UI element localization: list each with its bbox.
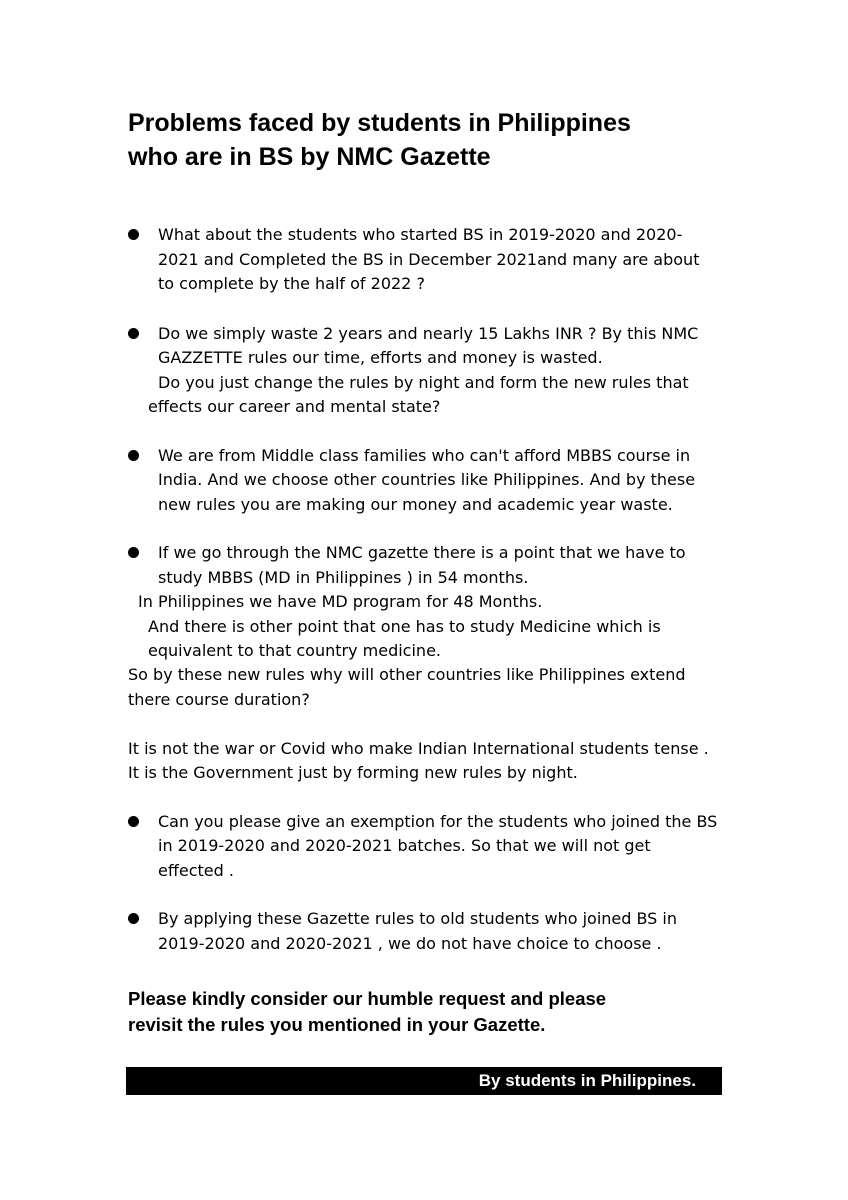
closing-line-2: revisit the rules you mentioned in your Gazette. bbox=[128, 1014, 546, 1035]
signature-text: By students in Philippines. bbox=[478, 1071, 696, 1090]
point-5-line-3: effected . bbox=[158, 861, 234, 880]
title-line-2: who are in BS by NMC Gazette bbox=[128, 143, 491, 171]
point-5-line-1: Can you please give an exemption for the students who joined the BS bbox=[158, 812, 718, 831]
point-4-line-3: In Philippines we have MD program for 48 Months. bbox=[138, 592, 543, 611]
point-1-line-1: What about the students who started BS in 2019-2020 and 2020- bbox=[158, 225, 683, 244]
point-4-line-1: If we go through the NMC gazette there is a point that we have to bbox=[158, 543, 686, 562]
point-4-line-4: And there is other point that one has to study Medicine which is bbox=[148, 617, 661, 636]
point-5-line-2: in 2019-2020 and 2020-2021 batches. So that we will not get bbox=[158, 836, 651, 855]
bullet-point-4 bbox=[128, 547, 139, 558]
point-2-line-1: Do we simply waste 2 years and nearly 15 Lakhs INR ? By this NMC bbox=[158, 324, 699, 343]
closing-line-1: Please kindly consider our humble request and please bbox=[128, 988, 607, 1009]
bullet-point-2 bbox=[128, 328, 139, 339]
point-6-line-2: 2019-2020 and 2020-2021 , we do not have choice to choose . bbox=[158, 934, 662, 953]
point-3-line-1: We are from Middle class families who can't afford MBBS course in bbox=[158, 446, 691, 465]
point-4-line-6: So by these new rules why will other countries like Philippines extend bbox=[128, 665, 686, 684]
point-1-line-3: to complete by the half of 2022 ? bbox=[158, 274, 425, 293]
point-1-line-2: 2021 and Completed the BS in December 2021and many are about bbox=[158, 250, 700, 269]
point-6-line-1: By applying these Gazette rules to old students who joined BS in bbox=[158, 909, 678, 928]
point-4-line-5: equivalent to that country medicine. bbox=[148, 641, 441, 660]
point-2-line-4: effects our career and mental state? bbox=[148, 397, 441, 416]
point-2-line-2: GAZZETTE rules our time, efforts and money is wasted. bbox=[158, 348, 603, 367]
bullet-point-3 bbox=[128, 450, 139, 461]
point-4-line-7: there course duration? bbox=[128, 690, 310, 709]
signature-bar bbox=[126, 1067, 722, 1095]
closing-request bbox=[128, 986, 748, 1038]
point-3-line-3: new rules you are making our money and academic year waste. bbox=[158, 495, 673, 514]
bullet-point-5 bbox=[128, 816, 139, 827]
paragraph-line-2: It is the Government just by forming new rules by night. bbox=[128, 763, 578, 782]
document-title bbox=[128, 106, 748, 174]
bullet-point-6 bbox=[128, 913, 139, 924]
point-3-line-2: India. And we choose other countries like Philippines. And by these bbox=[158, 470, 696, 489]
bullet-point-1 bbox=[128, 229, 139, 240]
paragraph-line-1: It is not the war or Covid who make Indian International students tense . bbox=[128, 739, 709, 758]
point-4-line-2: study MBBS (MD in Philippines ) in 54 months. bbox=[158, 568, 529, 587]
title-line-1: Problems faced by students in Philippines bbox=[128, 109, 631, 137]
point-2-line-3: Do you just change the rules by night and form the new rules that bbox=[158, 373, 689, 392]
